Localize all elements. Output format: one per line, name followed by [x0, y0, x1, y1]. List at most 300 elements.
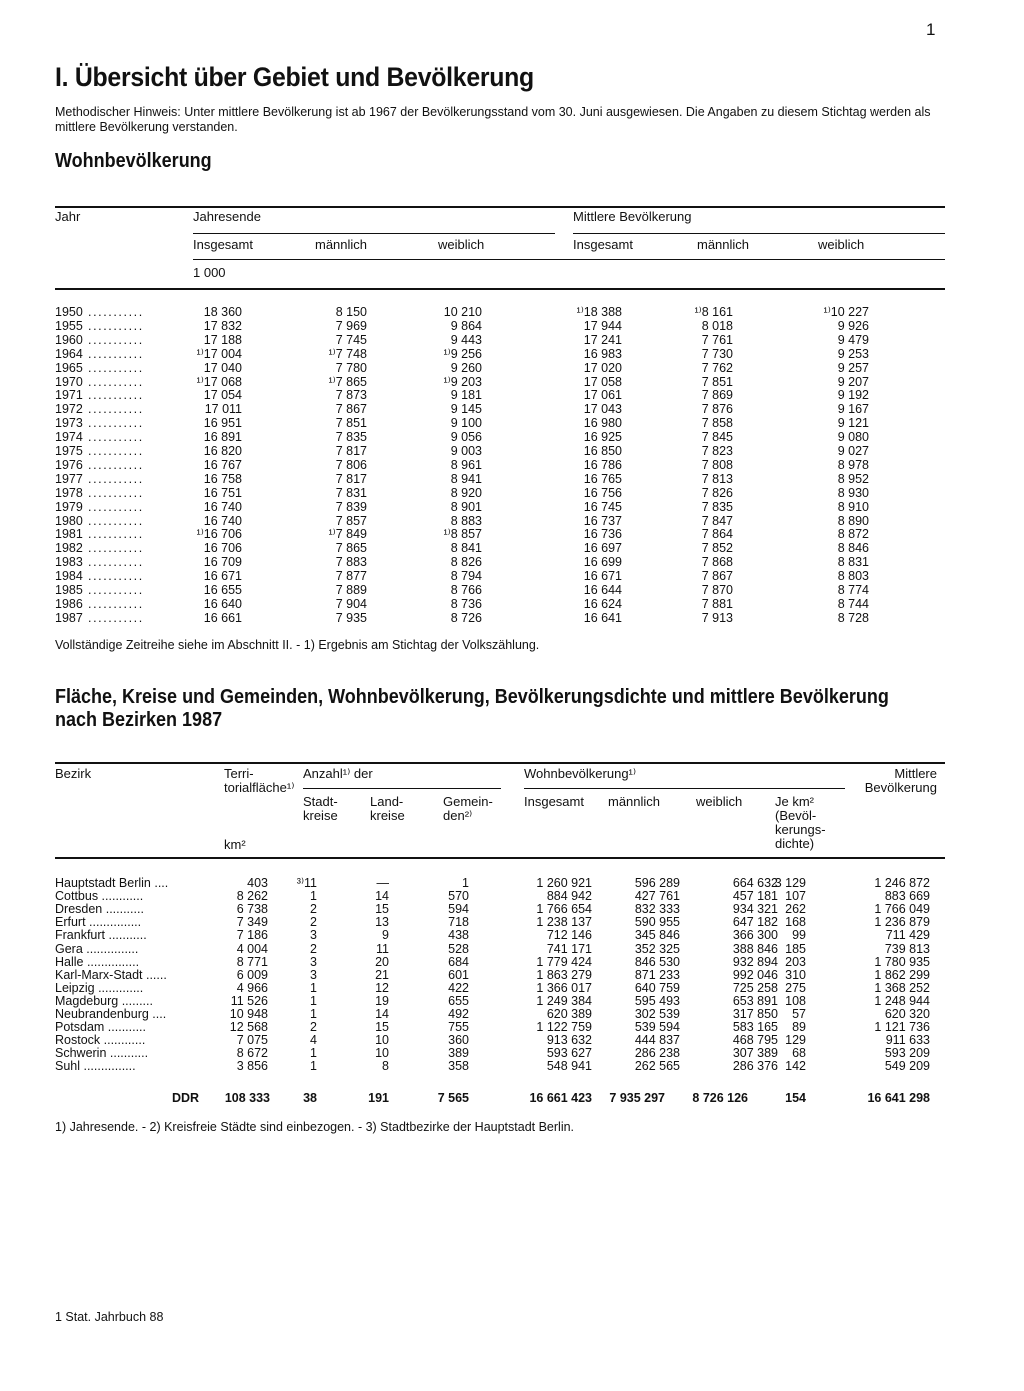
- table1-cell: 17 832: [203, 318, 242, 333]
- table2-cell: 12: [375, 980, 389, 995]
- table2-cell: 1 862 299: [874, 967, 930, 982]
- table2-cell: 388 846: [732, 941, 778, 956]
- table1-cell: ¹⁾10 227: [823, 305, 869, 319]
- table2-cell: ³⁾11: [296, 876, 317, 890]
- table2-bezirk-name: Dresden ...........: [55, 902, 144, 917]
- table1-cell: 7 865: [335, 541, 367, 556]
- table1-dots: ...........: [88, 402, 144, 417]
- table1-year: 1986: [55, 596, 83, 611]
- table2-cell: 142: [785, 1059, 806, 1074]
- table1-cell: 7 808: [701, 457, 733, 472]
- table2-cell: 19: [375, 993, 389, 1008]
- table1-cell: 16 661: [203, 610, 242, 625]
- table2-cell: 20: [375, 954, 389, 969]
- table1-year: 1970: [55, 374, 83, 389]
- table1-cell: 7 835: [701, 499, 733, 514]
- table1-cell: 7 969: [335, 318, 367, 333]
- table1-cell: 7 817: [335, 444, 367, 458]
- table2-cell: 590 955: [634, 915, 680, 930]
- table1-cell: 17 011: [204, 402, 242, 417]
- table1-cell: 8 883: [450, 513, 482, 528]
- header-insgesamt-1: Insgesamt: [193, 237, 253, 252]
- header-jahr: Jahr: [55, 209, 81, 224]
- table2-bezirk-name: Hauptstadt Berlin ....: [55, 876, 169, 890]
- table1-dots: ...........: [88, 541, 144, 556]
- method-note: Methodischer Hinweis: Unter mittlere Bevölkerung ist ab 1967 der Bevölkerungsstand vom 30. Juni ausgewiesen. Die Angaben zu diesem Stichtag werden als mittlere Bevölkerung verstanden.: [55, 105, 931, 134]
- table1-cell: 7 851: [335, 416, 367, 431]
- table1-year: 1975: [55, 444, 83, 458]
- table2-cell: 3: [310, 928, 317, 943]
- table1-dots: ...........: [88, 471, 144, 486]
- table1-sub-rule-left: [193, 233, 555, 234]
- table1-cell: 7 889: [335, 583, 367, 597]
- table1-cell: 16 925: [583, 430, 622, 445]
- table2-cell: 129: [785, 1033, 806, 1048]
- table1-cell: 9 257: [837, 360, 869, 375]
- header-flaeche: Terri- torialfläche¹⁾: [224, 766, 295, 795]
- table1-cell: 9 443: [450, 332, 482, 347]
- table2-bezirk-name: Schwerin ...........: [55, 1046, 149, 1061]
- table2-cell: 595 493: [634, 993, 680, 1008]
- table2-cell: 107: [785, 889, 806, 904]
- table1-cell: 17 054: [203, 388, 242, 403]
- table2-cell: 1: [310, 993, 317, 1008]
- table1-cell: 7 847: [701, 513, 733, 528]
- header-insgesamt-2: Insgesamt: [573, 237, 633, 252]
- table1-cell: 17 040: [203, 360, 242, 375]
- table1-cell: 16 641: [583, 610, 622, 625]
- table1-year: 1980: [55, 513, 83, 528]
- table2-cell: 68: [792, 1046, 806, 1061]
- table2-cell: 10 948: [229, 1007, 268, 1021]
- table2-footnote: 1) Jahresende. - 2) Kreisfreie Städte sind einbezogen. - 3) Stadtbezirke der Hauptstadt Berlin.: [55, 1120, 575, 1134]
- table1-dots: ...........: [88, 583, 144, 597]
- table1-cell: 7 870: [701, 583, 733, 597]
- table2-cell: 307 389: [732, 1046, 778, 1061]
- table2-cell: 932 894: [732, 954, 778, 969]
- table1-cell: 7 858: [701, 416, 733, 431]
- table2-cell: 620 389: [546, 1007, 592, 1021]
- table2-cell: 1 246 872: [874, 876, 930, 890]
- table1-cell: 16 850: [583, 444, 622, 458]
- table1-cell: 7 869: [701, 388, 733, 403]
- header-anzahl: Anzahl¹⁾ der: [303, 766, 373, 781]
- table1-cell: 8 736: [450, 596, 482, 611]
- table2-cell: 8 262: [236, 889, 268, 904]
- table1-cell: ¹⁾7 748: [328, 346, 367, 361]
- table1-dots: ...........: [88, 332, 144, 347]
- table2-cell: 1 248 944: [874, 993, 930, 1008]
- table1-cell: 9 121: [837, 416, 869, 431]
- table1-dots: ...........: [88, 610, 144, 625]
- table2-cell: 168: [785, 915, 806, 930]
- table1-cell: 8 961: [450, 457, 482, 472]
- table2-cell: 444 837: [634, 1033, 680, 1048]
- header-weiblich-1: weiblich: [438, 237, 485, 252]
- header-gemeinden: Gemein- den²⁾: [443, 794, 493, 823]
- table2-cell: 438: [448, 928, 469, 943]
- table1-cell: 8 920: [450, 485, 482, 500]
- table1-cell: 17 944: [583, 318, 622, 333]
- header-wohnbev: Wohnbevölkerung¹⁾: [524, 766, 637, 781]
- table2-cell: 2: [310, 902, 317, 917]
- table2-cell: 1 236 879: [874, 915, 930, 930]
- table2-cell: 360: [448, 1033, 469, 1048]
- table1-year: 1982: [55, 541, 83, 556]
- table1-cell: 16 751: [203, 485, 242, 500]
- table1-cell: 7 851: [701, 374, 733, 389]
- table2-cell: 14: [375, 1007, 389, 1021]
- table1-cell: 8 872: [837, 527, 869, 542]
- table1-cell: 8 826: [450, 555, 482, 570]
- page-footer: 1 Stat. Jahrbuch 88: [55, 1310, 164, 1324]
- table1-cell: 9 080: [837, 430, 869, 445]
- table1-cell: 9 145: [450, 402, 482, 417]
- table2-cell: 934 321: [732, 902, 778, 917]
- table2-cell: 655: [448, 993, 469, 1008]
- table2-cell: 1 121 736: [874, 1020, 930, 1035]
- table2-total-cell: 7 935 297: [609, 1091, 665, 1105]
- table1-dots: ...........: [88, 346, 144, 361]
- table2-cell: 8: [382, 1059, 389, 1074]
- table2-cell: 3 856: [236, 1059, 268, 1074]
- table2-cell: 403: [247, 876, 268, 890]
- table1-cell: 16 980: [583, 416, 622, 431]
- table1-cell: ¹⁾7 849: [328, 527, 367, 542]
- table1-dots: ...........: [88, 499, 144, 514]
- table2-cell: 871 233: [634, 967, 680, 982]
- table2-cell: 11: [376, 941, 389, 956]
- table2-cell: 620 320: [884, 1007, 930, 1021]
- table1-cell: 7 745: [335, 332, 367, 347]
- table1-cell: 16 709: [203, 555, 242, 570]
- header-km2: km²: [224, 837, 246, 852]
- table1-cell: 8 803: [837, 569, 869, 584]
- table1-unit-rule: [193, 259, 945, 260]
- table1-cell: 7 881: [701, 596, 733, 611]
- table2-cell: 1 863 279: [536, 967, 592, 982]
- table2-cell: 1: [310, 1046, 317, 1061]
- table2-cell: 601: [448, 967, 469, 982]
- table2-total-label: DDR: [172, 1091, 200, 1105]
- table1-dots: ...........: [88, 527, 144, 542]
- table2-cell: 846 530: [634, 954, 680, 969]
- table2-cell: 528: [448, 941, 469, 956]
- table1-cell: 7 839: [335, 499, 367, 514]
- table2-cell: 594: [448, 902, 469, 917]
- table2-cell: 12 568: [229, 1020, 268, 1035]
- table1-cell: 7 857: [335, 513, 367, 528]
- table2-cell: 358: [448, 1059, 469, 1074]
- table1-cell: 10 210: [443, 305, 482, 319]
- table1-year: 1984: [55, 569, 83, 584]
- table2-cell: —: [376, 876, 389, 890]
- table1-dots: ...........: [88, 513, 144, 528]
- table2-total-cell: 8 726 126: [692, 1091, 748, 1105]
- table1-cell: 9 100: [450, 416, 482, 431]
- table2-total-cell: 38: [303, 1091, 317, 1105]
- table1-dots: ...........: [88, 569, 144, 584]
- table1-year: 1960: [55, 332, 83, 347]
- table1-cell: 16 655: [203, 583, 242, 597]
- table1-cell: 8 890: [837, 513, 869, 528]
- table1-cell: 8 794: [450, 569, 482, 584]
- table1-cell: 16 767: [203, 457, 242, 472]
- table2-cell: 57: [792, 1007, 806, 1021]
- table2-cell: 185: [785, 941, 806, 956]
- table1-cell: 16 624: [583, 596, 622, 611]
- table2-cell: 1 238 137: [536, 915, 592, 930]
- table2-cell: 593 209: [884, 1046, 930, 1061]
- table1-cell: 16 745: [583, 499, 622, 514]
- table2-cell: 755: [448, 1020, 469, 1035]
- header-landkreise: Land- kreise: [370, 794, 405, 823]
- table1-cell: 8 978: [837, 457, 869, 472]
- table2-cell: 10: [375, 1046, 389, 1061]
- table2-cell: 10: [375, 1033, 389, 1048]
- table1-top-rule: [55, 206, 945, 208]
- table2-cell: 539 594: [634, 1020, 680, 1035]
- table1-year: 1977: [55, 471, 83, 486]
- table2-cell: 718: [448, 915, 469, 930]
- table2-total-cell: 16 661 423: [529, 1091, 592, 1105]
- table1-cell: 16 740: [203, 513, 242, 528]
- table2-cell: 15: [375, 1020, 389, 1035]
- table2-cell: 712 146: [546, 928, 592, 943]
- table2-anzahl-rule: [303, 788, 501, 789]
- table1-cell: 9 479: [837, 332, 869, 347]
- table2-cell: 13: [375, 915, 389, 930]
- table1-body-rule: [55, 288, 945, 290]
- table1-cell: 16 951: [203, 416, 242, 431]
- table1-year: 1973: [55, 416, 83, 431]
- table1-cell: 7 876: [701, 402, 733, 417]
- table2-cell: 1: [310, 1007, 317, 1021]
- table2-cell: 832 333: [634, 902, 680, 917]
- table1-year: 1955: [55, 318, 83, 333]
- table1-cell: 9 864: [450, 318, 482, 333]
- table1-cell: 16 671: [203, 569, 242, 584]
- chapter-title: I. Übersicht über Gebiet und Bevölkerung: [55, 62, 534, 92]
- table1-cell: 9 260: [450, 360, 482, 375]
- table1-cell: 8 728: [837, 610, 869, 625]
- table2-cell: 7 349: [236, 915, 268, 930]
- table2-cell: 7 075: [236, 1033, 268, 1048]
- table2-bezirk-name: Cottbus ............: [55, 889, 144, 904]
- table1-year: 1981: [55, 527, 83, 542]
- table1-cell: 16 736: [583, 527, 622, 542]
- table2-cell: 725 258: [732, 980, 778, 995]
- table2-bezirk-name: Halle ...............: [55, 954, 140, 969]
- table1-dots: ...........: [88, 318, 144, 333]
- table2-cell: 548 941: [546, 1059, 592, 1074]
- table2-total-cell: 154: [785, 1091, 806, 1105]
- table2-cell: 108: [785, 993, 806, 1008]
- header-unit: 1 000: [193, 265, 226, 280]
- table2-cell: 2: [310, 915, 317, 930]
- table2-cell: 4: [310, 1033, 317, 1048]
- table1-cell: 16 891: [203, 430, 242, 445]
- table1-cell: 7 762: [701, 360, 733, 375]
- table1-cell: 9 207: [837, 374, 869, 389]
- table2-cell: 664 632: [732, 876, 778, 890]
- table1-year: 1971: [55, 388, 83, 403]
- table2-cell: 8 771: [236, 954, 268, 969]
- table1-cell: 7 761: [701, 332, 733, 347]
- table1-cell: 7 913: [701, 610, 733, 625]
- table1-cell: 7 873: [335, 388, 367, 403]
- header-bezirk: Bezirk: [55, 766, 92, 781]
- table1-cell: 9 181: [450, 388, 482, 403]
- table1-year: 1985: [55, 583, 83, 597]
- table2-cell: 884 942: [546, 889, 592, 904]
- table1-cell: 9 253: [837, 346, 869, 361]
- table1-dots: ...........: [88, 444, 144, 458]
- table1-dots: ...........: [88, 430, 144, 445]
- table2-cell: 593 627: [546, 1046, 592, 1061]
- table1-cell: 8 910: [837, 499, 869, 514]
- table2-cell: 583 165: [732, 1020, 778, 1035]
- table2-cell: 2: [310, 941, 317, 956]
- table2-total-cell: 7 565: [437, 1091, 469, 1105]
- table2-cell: 317 850: [732, 1007, 778, 1021]
- table1-cell: 7 867: [701, 569, 733, 584]
- table1-cell: 16 756: [583, 485, 622, 500]
- table2-cell: 389: [448, 1046, 469, 1061]
- table2-cell: 14: [375, 889, 389, 904]
- page-number: 1: [926, 20, 936, 39]
- table2-cell: 1 766 049: [874, 902, 930, 917]
- table1-cell: 7 867: [335, 402, 367, 417]
- header-mittlere: Mittlere Bevölkerung: [573, 209, 692, 224]
- table1-cell: ¹⁾7 865: [328, 374, 367, 389]
- table2-cell: 468 795: [732, 1033, 778, 1048]
- table2-cell: 262 565: [634, 1059, 680, 1074]
- table1-cell: 8 952: [837, 471, 869, 486]
- table1-year: 1987: [55, 610, 83, 625]
- table2-cell: 1: [310, 980, 317, 995]
- table2-cell: 286 238: [634, 1046, 680, 1061]
- table1-cell: 8 831: [837, 555, 869, 570]
- header-maennlich-w: männlich: [608, 794, 661, 809]
- table2-bezirk-name: Frankfurt ...........: [55, 928, 147, 943]
- table2-cell: 15: [375, 902, 389, 917]
- table1-cell: 7 864: [701, 527, 733, 542]
- table1-cell: 8 841: [450, 541, 482, 556]
- table1-cell: 7 730: [701, 346, 733, 361]
- table1-cell: 7 852: [701, 541, 733, 556]
- table1-cell: 7 835: [335, 430, 367, 445]
- table2-cell: 1: [310, 1059, 317, 1074]
- table2-cell: 711 429: [885, 928, 930, 943]
- table1-cell: 8 774: [837, 583, 869, 597]
- table1-cell: 7 868: [701, 555, 733, 570]
- table1-year: 1972: [55, 402, 83, 417]
- table1-year: 1964: [55, 346, 83, 361]
- table1-cell: 16 737: [583, 513, 622, 528]
- table1-cell: 16 758: [203, 471, 242, 486]
- table1-cell: 16 644: [583, 583, 622, 597]
- table2-cell: 1 249 384: [536, 993, 592, 1008]
- header-stadtkreise: Stadt- kreise: [303, 794, 338, 823]
- table2-cell: 549 209: [884, 1059, 930, 1074]
- table2-cell: 684: [448, 954, 469, 969]
- table1-cell: 9 167: [837, 402, 869, 417]
- table2-cell: 345 846: [634, 928, 680, 943]
- table1-dots: ...........: [88, 596, 144, 611]
- table1-cell: 16 765: [583, 471, 622, 486]
- table1-cell: 7 780: [335, 360, 367, 375]
- table1-year: 1983: [55, 555, 83, 570]
- table1-cell: 7 817: [335, 471, 367, 486]
- table2-cell: 3: [310, 967, 317, 982]
- table1-cell: 16 697: [583, 541, 622, 556]
- table1-cell: 17 058: [583, 374, 622, 389]
- table1-cell: 7 883: [335, 555, 367, 570]
- table1-cell: 8 766: [450, 583, 482, 597]
- header-dichte: Je km² (Bevöl- kerungs- dichte): [775, 794, 826, 851]
- table2-cell: 262: [785, 902, 806, 917]
- table1-year: 1978: [55, 485, 83, 500]
- table2-title: Fläche, Kreise und Gemeinden, Wohnbevölkerung, Bevölkerungsdichte und mittlere Bevölkerung nach Bezirken 1987: [55, 686, 889, 731]
- table1-cell: 8 018: [701, 318, 733, 333]
- table2-cell: 457 181: [732, 889, 778, 904]
- table2-bezirk-name: Potsdam ...........: [55, 1020, 147, 1035]
- table2-bezirk-name: Erfurt ...............: [55, 915, 142, 930]
- table2-cell: 4 004: [236, 941, 268, 956]
- table1-cell: 16 820: [203, 444, 242, 458]
- table1-cell: ¹⁾17 068: [196, 374, 242, 389]
- table2-cell: 741 171: [546, 941, 592, 956]
- table2-bezirk-name: Neubrandenburg ....: [55, 1007, 167, 1021]
- table2-top-rule: [55, 762, 945, 764]
- table2-cell: 275: [785, 980, 806, 995]
- table1-cell: 16 699: [583, 555, 622, 570]
- table1-year: 1965: [55, 360, 83, 375]
- table1-cell: 7 904: [335, 596, 367, 611]
- table2-cell: 739 813: [884, 941, 930, 956]
- table1-cell: 9 192: [837, 388, 869, 403]
- table1-cell: 17 043: [583, 402, 622, 417]
- table1-cell: 8 726: [450, 610, 482, 625]
- header-weiblich-w: weiblich: [696, 794, 743, 809]
- table1-cell: 8 846: [837, 541, 869, 556]
- table2-cell: 286 376: [732, 1059, 778, 1074]
- table2-cell: 913 632: [546, 1033, 592, 1048]
- table2-cell: 640 759: [634, 980, 680, 995]
- table2-cell: 911 633: [885, 1033, 930, 1048]
- table1-cell: 17 061: [583, 388, 622, 403]
- table2-cell: 3: [310, 954, 317, 969]
- table1-footnote: Vollständige Zeitreihe siehe im Abschnitt II. - 1) Ergebnis am Stichtag der Volkszählung.: [55, 638, 540, 652]
- table1-year: 1979: [55, 499, 83, 514]
- table2-cell: 8 672: [236, 1046, 268, 1061]
- header-maennlich-1: männlich: [315, 237, 368, 252]
- table1-cell: 8 941: [450, 471, 482, 486]
- table1-dots: ...........: [88, 416, 144, 431]
- table2-cell: 492: [448, 1007, 469, 1021]
- table2-total-cell: 108 333: [224, 1091, 270, 1105]
- table2-cell: 99: [792, 928, 806, 943]
- table2-bezirk-name: Rostock ............: [55, 1033, 146, 1048]
- table2-cell: 302 539: [634, 1007, 680, 1021]
- table2-cell: 427 761: [634, 889, 680, 904]
- table1-sub-rule-right: [573, 233, 945, 234]
- header-insgesamt-w: Insgesamt: [524, 794, 584, 809]
- table1-year: 1950: [55, 305, 83, 319]
- table2-cell: 1 779 424: [536, 954, 592, 969]
- table1-dots: ...........: [88, 305, 144, 319]
